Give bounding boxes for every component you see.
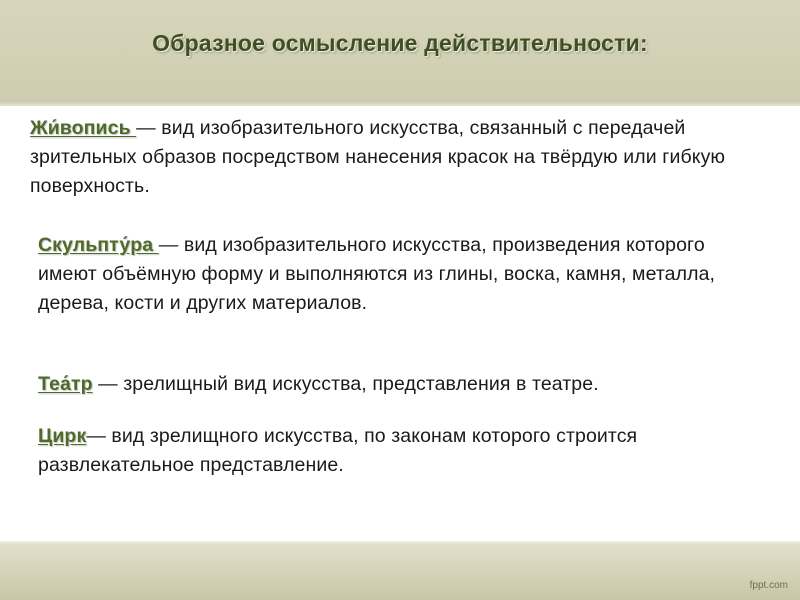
brand-label: fppt.com [749,580,788,591]
term-theatre: Теа́тр [38,373,93,395]
definition-sculpture [38,231,768,318]
term-sculpture: Скульпту́ра [38,234,159,256]
footer-band [0,545,800,600]
term-painting: Жи́вопись [30,117,137,139]
definition-theatre [38,370,778,399]
definition-circus-text: — вид зрелищного искусства, по законам которого строится развлекательное представление. [38,425,638,476]
term-circus: Цирк [38,425,87,447]
definition-theatre-text: — зрелищный вид искусства, представления в театре. [92,373,599,395]
definition-sculpture-text: — вид изобразительного искусства, произведения которого имеют объёмную форму и выполняются из глины, воска, камня, металла, дерева, кости и других материалов. [38,234,716,314]
slide-title: Образное осмысление действительности: [152,30,648,56]
definition-circus [38,422,778,480]
definition-painting-text: — вид изобразительного искусства, связанный с передачей зрительных образов посредством нанесения красок на твёрдую или гибкую поверхность. [30,117,726,197]
definition-painting [30,114,780,201]
